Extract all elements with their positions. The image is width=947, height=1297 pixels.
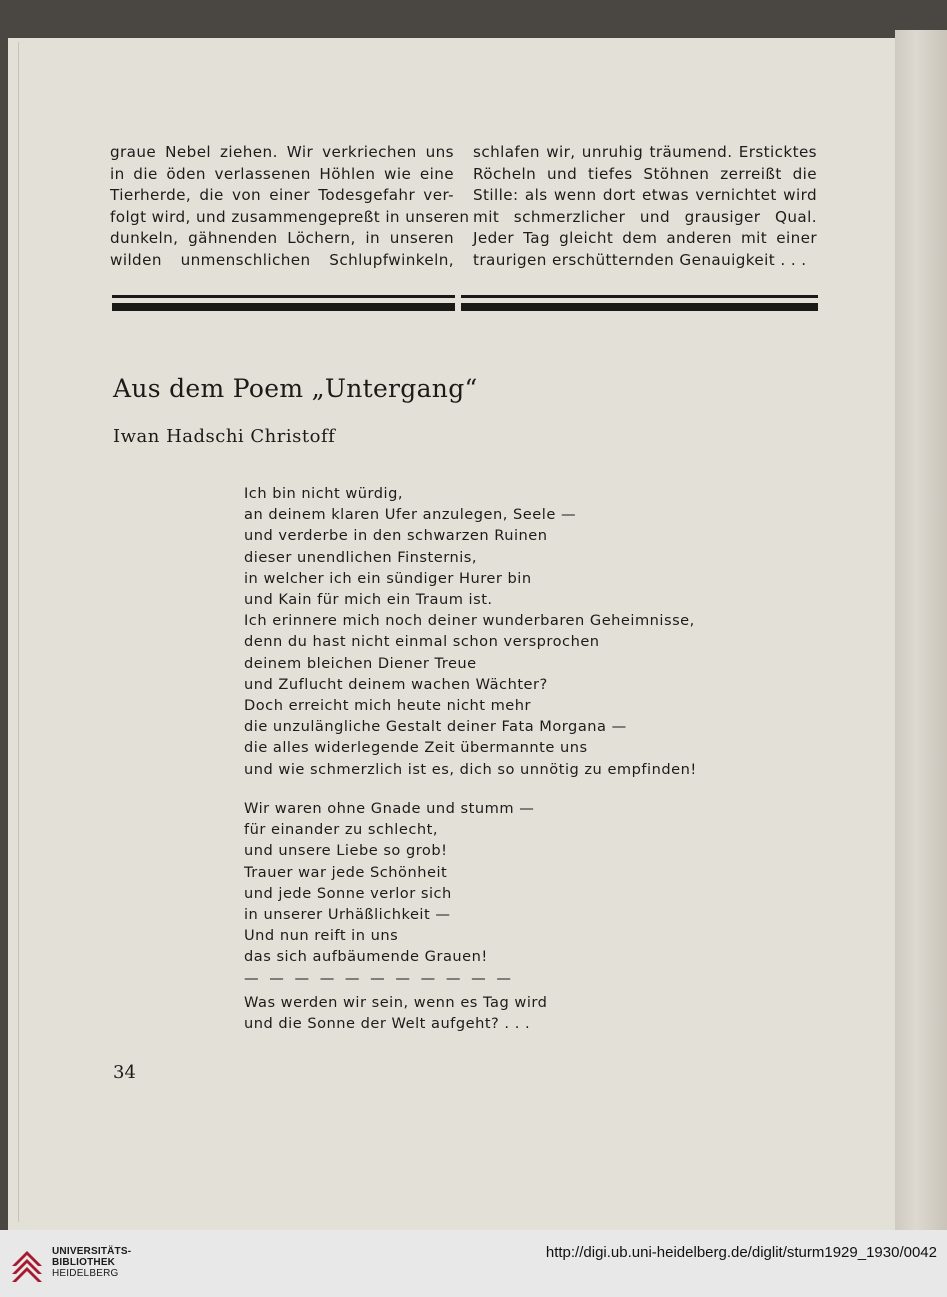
verse-line: Trauer war jede Schönheit (244, 863, 448, 881)
text-line: folgt wird, und zusammengepreßt in unseren (110, 207, 470, 226)
text-line: traurigen erschütternden Genauigkeit . . . (473, 250, 807, 269)
verse-line: Wir waren ohne Gnade und stumm — (244, 800, 535, 817)
text-line: graue Nebel ziehen. Wir verkriechen uns (110, 143, 454, 161)
verse-line: Und nun reift in uns (244, 927, 399, 945)
verse-line: die unzulängliche Gestalt deiner Fata Morgana — (244, 718, 627, 736)
page-gutter-line (18, 42, 19, 1222)
dash-separator-line: — — — — — — — — — — — (244, 969, 514, 987)
verse-line: und wie schmerzlich ist es, dich so unnötig zu empfinden! (244, 760, 697, 778)
text-line: Tierherde, die von einer Todesgefahr ver- (110, 186, 454, 204)
verse-line: das sich aufbäumende Grauen! (244, 948, 488, 966)
verse-line: und Zuflucht deinem wachen Wächter? (244, 675, 548, 693)
verse-line: dieser unendlichen Finsternis, (244, 548, 477, 566)
verse-line: und die Sonne der Welt aufgeht? . . . (244, 1015, 531, 1033)
poem-title: Aus dem Poem „Untergang“ (113, 374, 478, 403)
verse-line: für einander zu schlecht, (244, 821, 438, 839)
logo-line-1: UNIVERSITÄTS- (52, 1246, 132, 1257)
verse-line: in welcher ich ein sündiger Hurer bin (244, 569, 532, 587)
verse-line: die alles widerlegende Zeit übermannte uns (244, 739, 588, 757)
university-logo-icon[interactable] (10, 1236, 44, 1284)
verse-line: in unserer Urhäßlichkeit — (244, 906, 451, 924)
text-line: in die öden verlassenen Höhlen wie eine (110, 164, 454, 183)
verse-line: Ich bin nicht würdig, (244, 485, 404, 502)
divider-thick-line (112, 303, 818, 311)
text-line: Jeder Tag gleicht dem anderen mit einer (473, 229, 817, 247)
text-line: Stille: als wenn dort etwas vernichtet wird (473, 186, 817, 204)
page-number: 34 (113, 1062, 136, 1083)
text-line: dunkeln, gähnenden Löchern, in unseren (110, 229, 454, 247)
divider-thin-line (112, 295, 818, 298)
verse-line: und jede Sonne verlor sich (244, 884, 452, 902)
text-line: wilden unmenschlichen Schlupfwinkeln, (110, 250, 454, 269)
verse-line: deinem bleichen Diener Treue (244, 654, 477, 672)
verse-line: und Kain für mich ein Traum ist. (244, 591, 493, 609)
logo-line-3: HEIDELBERG (52, 1268, 119, 1279)
verse-line: Ich erinnere mich noch deiner wunderbaren Geheimnisse, (244, 612, 695, 630)
text-line: Röcheln und tiefes Stöhnen zerreißt die (473, 164, 817, 183)
facing-page-edge (895, 30, 947, 1230)
poem-stanza-3 (244, 992, 547, 1034)
viewer-footer (0, 1230, 947, 1297)
university-logo-text[interactable] (52, 1246, 131, 1279)
section-divider-rule (112, 295, 818, 315)
verse-line: Doch erreicht mich heute nicht mehr (244, 697, 532, 715)
top-text-right-column (473, 142, 817, 271)
verse-line: und verderbe in den schwarzen Ruinen (244, 527, 548, 545)
verse-line: und unsere Liebe so grob! (244, 842, 448, 860)
verse-line: an deinem klaren Ufer anzulegen, Seele — (244, 506, 577, 524)
text-line: mit schmerzlicher und grausiger Qual. (473, 207, 817, 226)
poem-stanza-1 (244, 483, 697, 780)
logo-line-2: BIBLIOTHEK (52, 1257, 116, 1268)
verse-line: Was werden wir sein, wenn es Tag wird (244, 994, 548, 1011)
poem-stanza-2 (244, 798, 534, 989)
text-line: schlafen wir, unruhig träumend. Ersticktes (473, 143, 817, 161)
divider-gap (455, 295, 461, 315)
permalink-url[interactable]: http://digi.ub.uni-heidelberg.de/diglit/sturm1929_1930/0042 (545, 1244, 937, 1261)
poem-author: Iwan Hadschi Christoff (113, 426, 336, 447)
verse-line: denn du hast nicht einmal schon versprochen (244, 633, 600, 651)
top-text-left-column (110, 142, 470, 271)
